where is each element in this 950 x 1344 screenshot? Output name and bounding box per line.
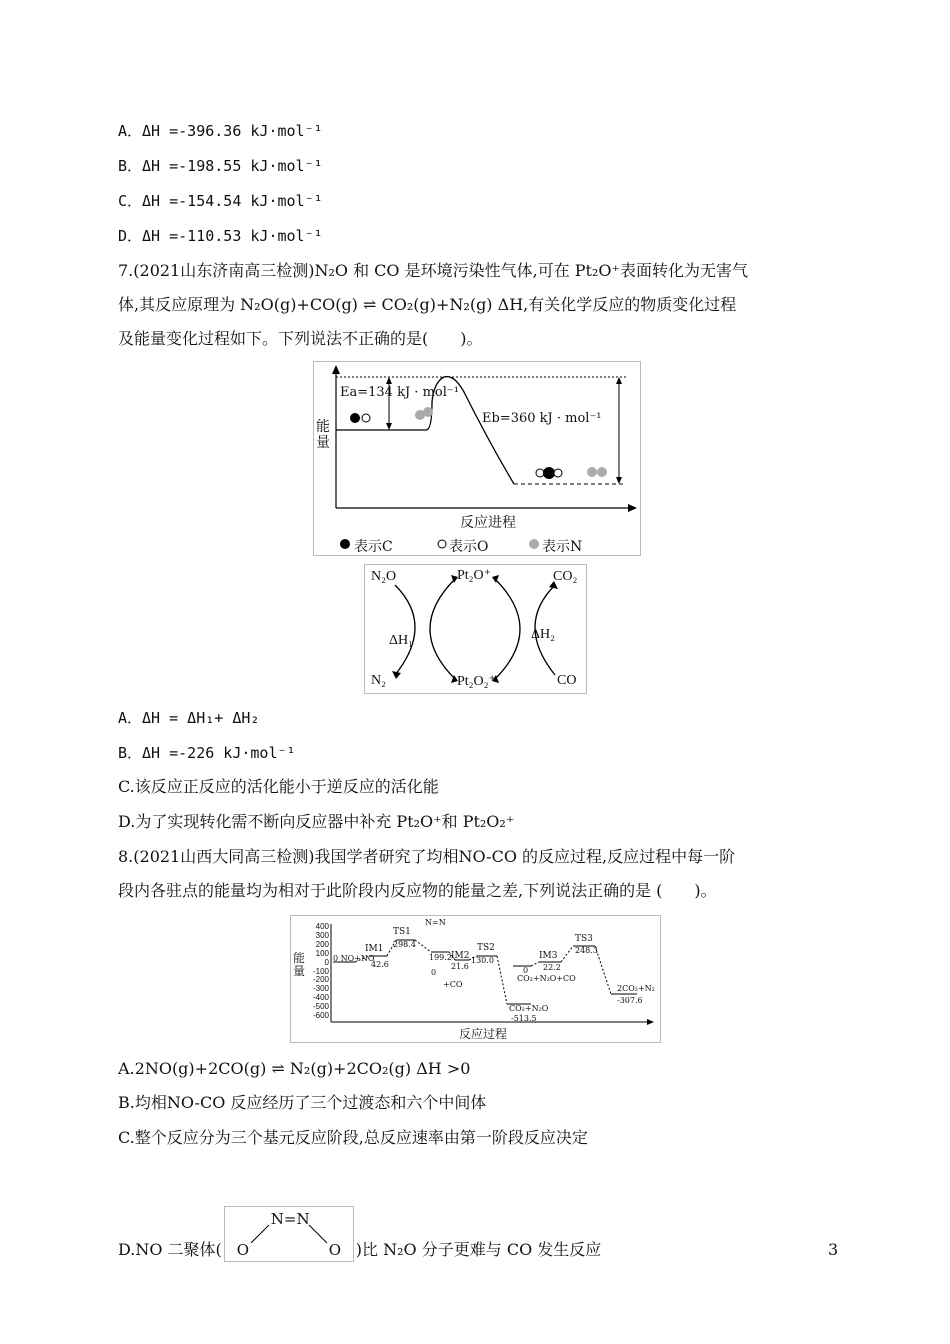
co-label: CO bbox=[557, 673, 577, 688]
y-tick: -600 bbox=[312, 1011, 329, 1021]
q8-start-label: 0 NO+NO bbox=[333, 954, 375, 963]
legend-c: 表示C bbox=[354, 539, 393, 555]
q6-option-a: A．ΔH =-396.36 kJ·mol⁻¹ bbox=[118, 122, 323, 140]
q8-option-c: C.整个反应分为三个基元反应阶段,总反应速率由第一阶段反应决定 bbox=[118, 1128, 588, 1147]
y-tick: 100 bbox=[315, 948, 329, 958]
q8-im2-val: 21.6 bbox=[451, 962, 469, 971]
y-tick: 0 bbox=[324, 957, 329, 967]
q8-ts3-val: 248.3 bbox=[575, 946, 598, 955]
q7-stem-line1: 7.(2021山东济南高三检测)N₂O 和 CO 是环境污染性气体,可在 Pt₂O⁺表面转化为无害气 bbox=[118, 261, 748, 280]
q8-mid-val: 199.2 bbox=[429, 953, 452, 962]
q7-stem-line3: 及能量变化过程如下。下列说法不正确的是( )。 bbox=[118, 329, 483, 348]
q8-im3-val: 22.2 bbox=[543, 963, 561, 972]
y-tick: -200 bbox=[312, 975, 329, 985]
q8-stem-line2: 段内各驻点的能量均为相对于此阶段内反应物的能量之差,下列说法正确的是 ( )。 bbox=[118, 881, 717, 900]
q8-im2-zero: 0 bbox=[431, 968, 437, 977]
q8-co2-n2o-co: CO₂+N₂O+CO bbox=[517, 974, 576, 983]
dimer-nn: N=N bbox=[270, 1210, 310, 1228]
dh2-label: ΔH₂ bbox=[531, 627, 555, 642]
y-axis-label: 能量 bbox=[316, 418, 330, 450]
q8-option-b: B.均相NO-CO 反应经历了三个过渡态和六个中间体 bbox=[118, 1093, 487, 1112]
q8-final-val: -307.6 bbox=[617, 996, 643, 1005]
q8-ts1: TS1 bbox=[393, 927, 411, 937]
q8-ts2: TS2 bbox=[477, 943, 495, 953]
q8-v-5135: -513.5 bbox=[511, 1014, 537, 1023]
n2o-label: N₂O bbox=[371, 569, 397, 584]
dh1-label: ΔH₁ bbox=[389, 633, 413, 648]
y-tick: -400 bbox=[312, 993, 329, 1003]
y-tick: 300 bbox=[315, 930, 329, 940]
q8-option-d bbox=[118, 1204, 601, 1260]
pt2o2-label: Pt₂O₂⁺ bbox=[457, 674, 496, 689]
pt2o-label: Pt₂O⁺ bbox=[457, 568, 492, 583]
q8-final: 2CO₂+N₂ bbox=[617, 984, 655, 993]
ea-label: Ea=134 kJ · mol⁻¹ bbox=[340, 385, 459, 400]
dimer-o2: O bbox=[328, 1241, 342, 1259]
q8-ts1-val: 298.4 bbox=[393, 940, 416, 949]
q8-co2-n2o-1: CO₂+N₂O bbox=[509, 1004, 549, 1013]
q8-option-d-prefix: D.NO 二聚体( bbox=[118, 1240, 222, 1259]
q7-option-b: B．ΔH =-226 kJ·mol⁻¹ bbox=[118, 744, 296, 762]
x-axis-label: 反应进程 bbox=[460, 515, 516, 531]
q8-y-label: 能量 bbox=[293, 951, 306, 978]
q8-im1-val: 42.6 bbox=[371, 960, 389, 969]
q6-option-b: B．ΔH =-198.55 kJ·mol⁻¹ bbox=[118, 157, 323, 175]
y-tick: 200 bbox=[315, 939, 329, 949]
q8-x-label: 反应过程 bbox=[459, 1027, 508, 1041]
q8-reaction-diagram bbox=[290, 915, 661, 1043]
page-number: 3 bbox=[828, 1240, 839, 1259]
reaction-profile-svg bbox=[291, 916, 660, 1042]
q6-option-c: C．ΔH =-154.54 kJ·mol⁻¹ bbox=[118, 192, 323, 210]
q8-stem-line1: 8.(2021山西大同高三检测)我国学者研究了均相NO-CO 的反应过程,反应过程中每一阶 bbox=[118, 847, 736, 866]
q8-im2: IM2 bbox=[451, 951, 470, 961]
q7-stem-line2: 体,其反应原理为 N₂O(g)+CO(g) ⇌ CO₂(g)+N₂(g) ΔH,有关化学反应的物质变化过程 bbox=[118, 295, 737, 314]
y-tick: 400 bbox=[315, 922, 329, 931]
legend-o: 表示O bbox=[449, 539, 489, 555]
y-tick: -100 bbox=[312, 966, 329, 976]
legend-n: 表示N bbox=[542, 539, 583, 555]
q8-ts3: TS3 bbox=[575, 934, 593, 944]
q7-cycle-diagram bbox=[364, 564, 587, 694]
q7-option-d: D.为了实现转化需不断向反应器中补充 Pt₂O⁺和 Pt₂O₂⁺ bbox=[118, 812, 515, 831]
y-tick: -500 bbox=[312, 1002, 329, 1012]
no-dimer-structure bbox=[224, 1206, 354, 1262]
n2-label: N₂ bbox=[371, 673, 386, 688]
q7-option-a: A．ΔH = ΔH₁+ ΔH₂ bbox=[118, 709, 260, 727]
q6-option-d: D．ΔH =-110.53 kJ·mol⁻¹ bbox=[118, 227, 323, 245]
co2-label: CO₂ bbox=[553, 569, 578, 584]
q7-option-c: C.该反应正反应的活化能小于逆反应的活化能 bbox=[118, 777, 439, 796]
q8-im1: IM1 bbox=[365, 944, 384, 954]
dimer-o1: O bbox=[236, 1241, 250, 1259]
q8-n2o-co: +CO bbox=[443, 980, 463, 989]
q7-energy-diagram bbox=[313, 361, 641, 556]
q8-nn-label: N=N bbox=[425, 918, 446, 927]
y-tick: -300 bbox=[312, 984, 329, 994]
eb-label: Eb=360 kJ · mol⁻¹ bbox=[482, 411, 602, 426]
q8-ts2-val: 130.0 bbox=[471, 956, 494, 965]
q8-zero3: 0 bbox=[523, 966, 529, 975]
q8-option-d-suffix: )比 N₂O 分子更难与 CO 发生反应 bbox=[355, 1240, 602, 1259]
q8-im3: IM3 bbox=[539, 951, 558, 961]
q8-option-a: A.2NO(g)+2CO(g) ⇌ N₂(g)+2CO₂(g) ΔH >0 bbox=[118, 1059, 471, 1078]
q8-y-ticks bbox=[305, 923, 329, 1021]
